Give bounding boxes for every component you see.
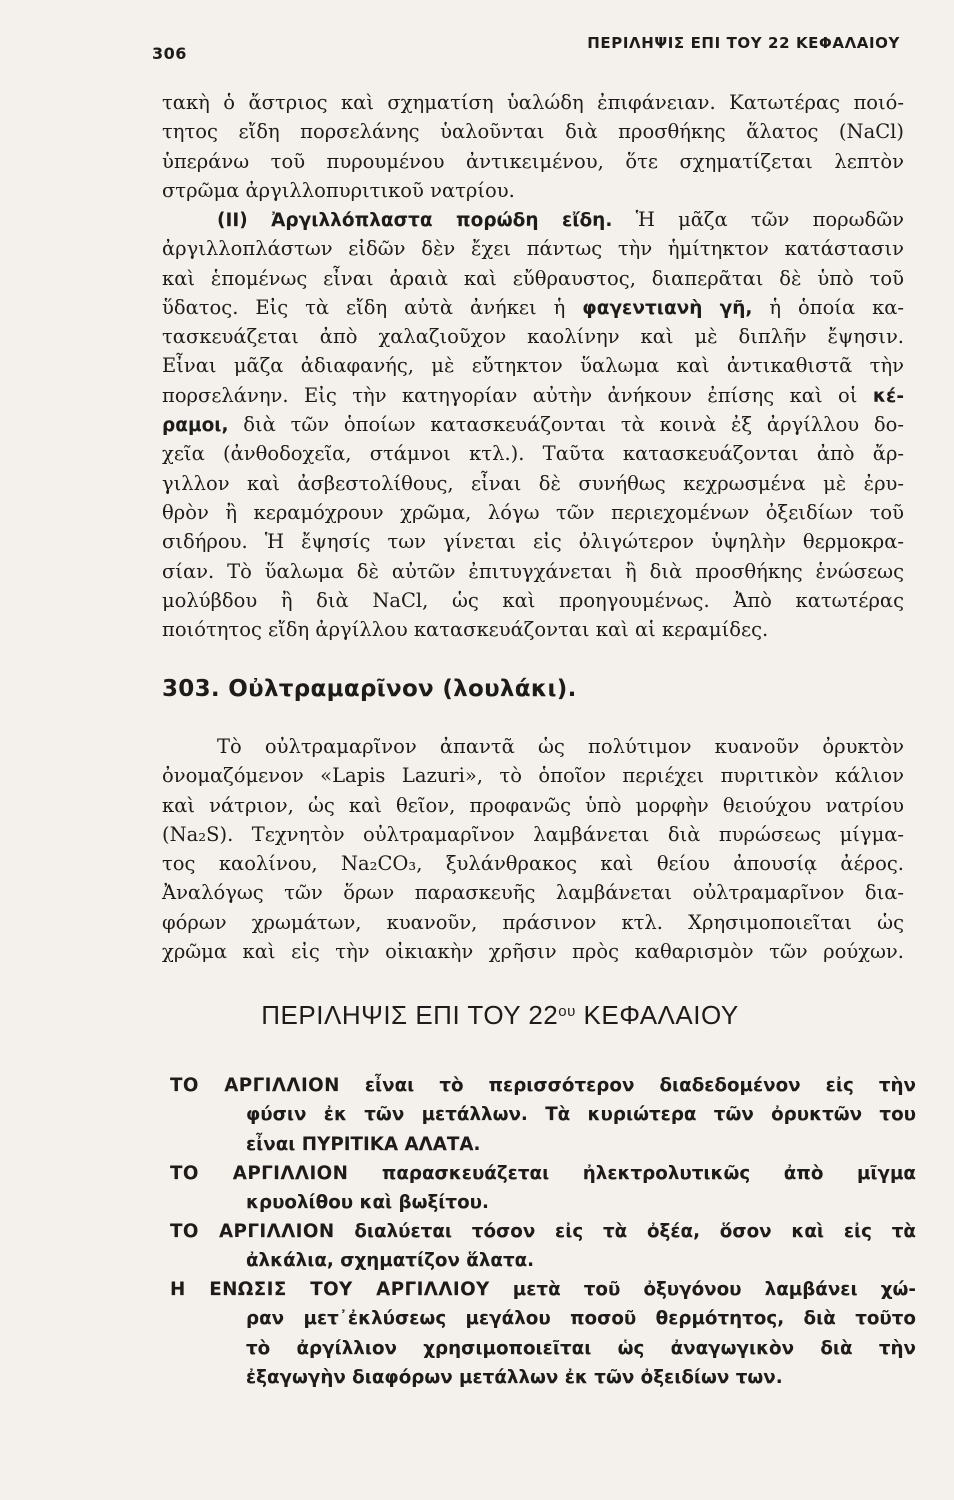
text-line: τασκευάζεται ἀπὸ χαλαζιοῦχον καολίνην καὶ μὲ διπλῆν ἔψησιν.: [162, 325, 904, 349]
summary-title: ΠΕΡΙΛΗΨΙΣ ΕΠΙ ΤΟΥ $22^{o\upsilon}$ ΚΕΦΑΛΑΙΟΥ: [261, 1000, 739, 1030]
text-line: ὑπεράνω τοῦ πυρουμένου ἀντικειμένου, ὅτε σχηματίζεται λεπτὸν: [162, 149, 904, 173]
summary-line: εἶναι ΠΥΡΙΤΙΚΑ ΑΛΑΤΑ.: [246, 1133, 481, 1155]
summary-line: ΤΟ ΑΡΓΙΛΛΙΟΝ εἶναι τὸ περισσότερον διαδεδομένον εἰς τὴν: [170, 1075, 916, 1096]
text-line: Εἶναι μᾶζα ἀδιαφανής, μὲ εὔτηκτον ὕαλωμα καὶ ἀντικαθιστᾶ τὴν: [162, 354, 904, 378]
running-header: [152, 34, 900, 63]
text-line: Τὸ οὐλτραμαρῖνον ἀπαντᾶ ὡς πολύτιμον κυανοῦν ὀρυκτὸν: [217, 735, 904, 758]
text-line: ὕδατος. Εἰς τὰ εἴδη αὐτὰ ἀνήκει ἡ φαγεντιανὴ γῆ, ἡ ὁποία κα-: [162, 295, 905, 319]
summary-line: ΤΟ ΑΡΓΙΛΛΙΟΝ διαλύεται τόσον εἰς τὰ ὀξέα, ὅσον καὶ εἰς τὰ: [170, 1221, 916, 1242]
section-303-body: [162, 732, 904, 966]
text-line: ὀνομαζόμενον «Lapis Lazuri», τὸ ὁποῖον περιέχει πυριτικὸν κάλιον: [162, 764, 904, 788]
text-line: (ΙΙ) Ἀργιλλόπλαστα πορώδη εἴδη. Ἡ μᾶζα τῶν πορωδῶν: [217, 208, 904, 231]
text-line: καὶ νάτριον, ὡς καὶ θεῖον, προφανῶς ὑπὸ μορφὴν θειούχου νατρίου: [162, 793, 904, 817]
term-keramoi: κέ-: [872, 385, 904, 407]
term-keramoi-end: ραμοι,: [162, 415, 229, 437]
text-line: στρῶμα ἀργιλλοπυριτικοῦ νατρίου.: [162, 178, 515, 202]
summary-line: φύσιν ἐκ τῶν μετάλλων. Τὰ κυριώτερα τῶν ὀρυκτῶν του: [246, 1104, 916, 1126]
summary-item: [170, 1217, 916, 1276]
section-heading: 303. Οὐλτραμαρῖνον (λουλάκι).: [162, 676, 577, 702]
term-faience: φαγεντιανὴ γῆ,: [582, 297, 753, 319]
paragraph-porous-ware: [162, 205, 904, 644]
text-line: φόρων χρωμάτων, κυανοῦν, πράσινον κτλ. Χρησιμοποιεῖται ὡς: [162, 910, 904, 934]
summary-line: ἀλκάλια, σχηματίζον ἅλατα.: [246, 1250, 535, 1272]
text-line: Ἀναλόγως τῶν ὅρων παρασκευῆς λαμβάνεται οὐλτραμαρῖνον δια-: [162, 881, 904, 905]
summary-line: τὸ ἀργίλλιον χρησιμοποιεῖται ὡς ἀναγωγικὸν διὰ τὴν: [246, 1337, 916, 1359]
text-line: τος καολίνου, Na₂CO₃, ξυλάνθρακος καὶ θείου ἀπουσίᾳ ἀέρος.: [162, 852, 904, 876]
text-line: καὶ ἑπομένως εἶναι ἀραιὰ καὶ εὔθραυστος, διαπερᾶται δὲ ὑπὸ τοῦ: [162, 266, 904, 290]
text-line: θρὸν ἢ κεραμόχρουν χρῶμα, λόγω τῶν περιεχομένων ὀξειδίων τοῦ: [162, 500, 904, 524]
summary-line: Η ΕΝΩΣΙΣ ΤΟΥ ΑΡΓΙΛΛΙΟΥ μετὰ τοῦ ὀξυγόνου λαμβάνει χώ-: [170, 1279, 916, 1300]
running-title: ΠΕΡΙΛΗΨΙΣ ΕΠΙ ΤΟΥ 22 ΚΕΦΑΛΑΙΟΥ: [587, 34, 900, 52]
text-line: τακὴ ὁ ἄστριος καὶ σχηματίση ὑαλώδη ἐπιφάνειαν. Κατωτέρας ποιό-: [162, 91, 904, 114]
summary-lead: ΤΟ ΑΡΓΙΛΛΙΟΝ: [170, 1075, 340, 1096]
text-line: ραμοι, διὰ τῶν ὁποίων κατασκευάζονται τὰ κοινὰ ἐξ ἀργίλλου δο-: [162, 413, 905, 437]
text-line: χρῶμα καὶ εἰς τὴν οἰκιακὴν χρῆσιν πρὸς καθαρισμὸν τῶν ρούχων.: [162, 940, 904, 964]
text-line: μολύβδου ἢ διὰ NaCl, ὡς καὶ προηγουμένως. Ἀπὸ κατωτέρας: [162, 588, 904, 612]
text-line: χεῖα (ἀνθοδοχεῖα, στάμνοι κτλ.). Ταῦτα κατασκευάζονται ἀπὸ ἄρ-: [162, 442, 904, 466]
summary-lead: Η ΕΝΩΣΙΣ ΤΟΥ ΑΡΓΙΛΛΙΟΥ: [170, 1279, 490, 1300]
paragraph-continuation: [162, 88, 904, 205]
summary-line: κρυολίθου καὶ βωξίτου.: [246, 1192, 489, 1214]
summary-line: ραν μετ᾽ἐκλύσεως μεγάλου ποσοῦ θερμότητος, διὰ τοῦτο: [246, 1308, 916, 1330]
paragraph-label: (ΙΙ) Ἀργιλλόπλαστα πορώδη εἴδη.: [217, 210, 613, 231]
summary-lead: ΤΟ ΑΡΓΙΛΛΙΟΝ: [170, 1163, 349, 1184]
page-number: 306: [152, 44, 187, 63]
text-line: τητος εἴδη πορσελάνης ὑαλοῦνται διὰ προσθήκης ἅλατος (NaCl): [162, 120, 904, 144]
text-line: σίαν. Τὸ ὕαλωμα δὲ αὐτῶν ἐπιτυγχάνεται ἢ διὰ προσθήκης ἑνώσεως: [162, 559, 904, 583]
text-line: γιλλον καὶ ἀσβεστολίθους, εἶναι δὲ συνήθως κεχρωσμένα μὲ ἐρυ-: [162, 471, 904, 495]
text-line: ποιότητος εἴδη ἀργίλλου κατασκευάζονται καὶ αἱ κεραμίδες.: [162, 618, 769, 642]
text-line: (Na₂S). Τεχνητὸν οὐλτραμαρῖνον λαμβάνεται διὰ πυρώσεως μίγμα-: [162, 822, 904, 846]
text-line: ἀργιλλοπλάστων εἰδῶν δὲν ἔχει πάντως τὴν ἡμίτηκτον κατάστασιν: [162, 237, 904, 261]
summary-item: [170, 1159, 916, 1218]
summary-line: ΤΟ ΑΡΓΙΛΛΙΟΝ παρασκευάζεται ἠλεκτρολυτικῶς ἀπὸ μῖγμα: [170, 1163, 916, 1184]
summary-line: ἐξαγωγὴν διαφόρων μετάλλων ἐκ τῶν ὀξειδίων των.: [246, 1366, 783, 1388]
summary-item: [170, 1275, 916, 1392]
summary-lead: ΤΟ ΑΡΓΙΛΛΙΟΝ: [170, 1221, 335, 1242]
text-line: πορσελάνην. Εἰς τὴν κατηγορίαν αὐτὴν ἀνήκουν ἐπίσης καὶ οἱ κέ-: [162, 383, 904, 407]
text-line: σιδήρου. Ἡ ἔψησίς των γίνεται εἰς ὀλιγώτερον ὑψηλὴν θερμοκρα-: [162, 530, 904, 554]
summary-item: [170, 1071, 916, 1159]
